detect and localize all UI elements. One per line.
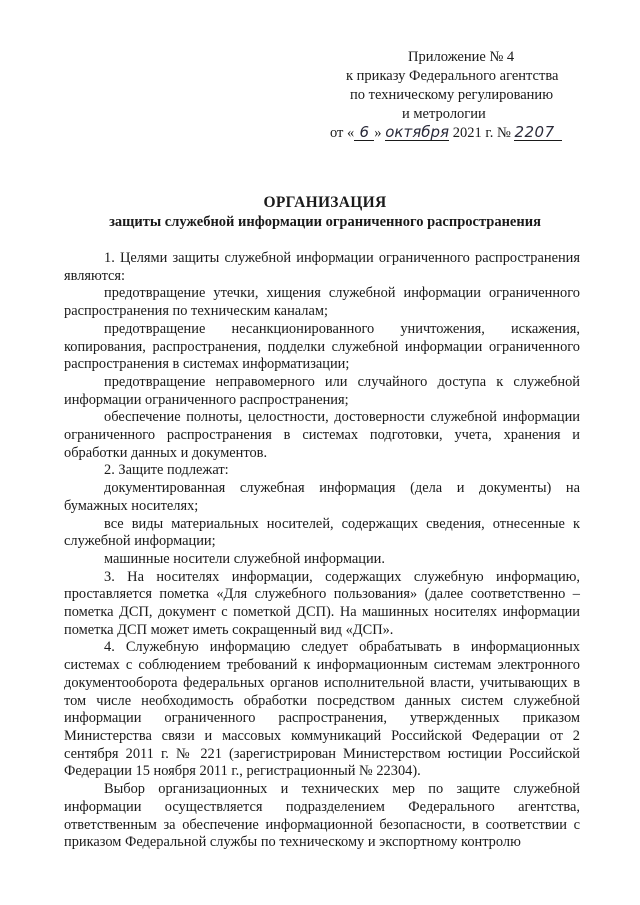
- paragraph: обеспечение полноты, целостности, достоверности служебной информации ограниченного распространения в системах подготовки, учета, хранения и обработки данных и документов.: [64, 409, 580, 461]
- document-subtitle: защиты служебной информации ограниченного распространения: [109, 214, 541, 230]
- document-body: [64, 250, 580, 852]
- paragraph: предотвращение несанкционированного уничтожения, искажения, копирования, распространения, подделки служебной информации ограниченного распространения в системах информатизации;: [64, 320, 580, 373]
- paragraph: 4. Служебную информацию следует обрабатывать в информационных системах с соблюдением требований к информационным системам электронного документооборота федеральных органов исполнительной власти, учитывающих в том числе необходимость обработки посредством данных систем служебной информации ограниченного распространения, утвержденных приказом Министерства связи и массовых коммуникаций Российской Федерации от 2 сентября 2011 г. № 221 (зарегистрирован Министерством юстиции Российской Федерации 15 ноября 2011 г., регистрационный № 22304).: [64, 639, 580, 780]
- date-prefix: от «: [330, 125, 355, 141]
- handwritten-day: 6: [354, 124, 374, 141]
- order-reference-line: к приказу Федерального агентства: [346, 68, 559, 84]
- paragraph: предотвращение утечки, хищения служебной информации ограниченного распространения по техническим каналам;: [64, 285, 580, 320]
- paragraph: документированная служебная информация (дела и документы) на бумажных носителях;: [64, 480, 580, 514]
- order-date-line: [330, 124, 610, 143]
- paragraph: все виды материальных носителей, содержащих сведения, отнесенные к служебной информации;: [64, 515, 580, 550]
- appendix-number: Приложение № 4: [408, 49, 515, 65]
- year-text: 2021 г. №: [449, 125, 515, 141]
- paragraph: машинные носители служебной информации.: [104, 550, 385, 567]
- order-reference-line: и метрологии: [402, 106, 486, 122]
- order-reference-line: по техническому регулированию: [350, 87, 554, 103]
- date-separator: »: [374, 125, 386, 141]
- paragraph: 1. Целями защиты служебной информации ограниченного распространения являются:: [64, 250, 580, 284]
- paragraph: предотвращение неправомерного или случайного доступа к служебной информации ограниченного распространения;: [64, 373, 580, 408]
- handwritten-month: октября: [385, 123, 450, 141]
- paragraph: 3. На носителях информации, содержащих служебную информацию, проставляется пометка «Для служебного пользования» (далее соответственно – пометка ДСП, документ с пометкой ДСП). На машинных носителях информации пометка ДСП может иметь сокращенный вид «ДСП».: [64, 568, 580, 638]
- paragraph: 2. Защите подлежат:: [104, 462, 229, 479]
- approval-block: [330, 48, 610, 143]
- handwritten-order-number: 2207: [514, 124, 562, 141]
- paragraph: Выбор организационных и технических мер по защите служебной информации осуществляется подразделением Федерального агентства, ответственным за обеспечение информационной безопасности, в соответствии с приказом Федеральной службы по техническому и экспортному контролю: [64, 781, 580, 851]
- document-title: ОРГАНИЗАЦИЯ: [263, 194, 387, 211]
